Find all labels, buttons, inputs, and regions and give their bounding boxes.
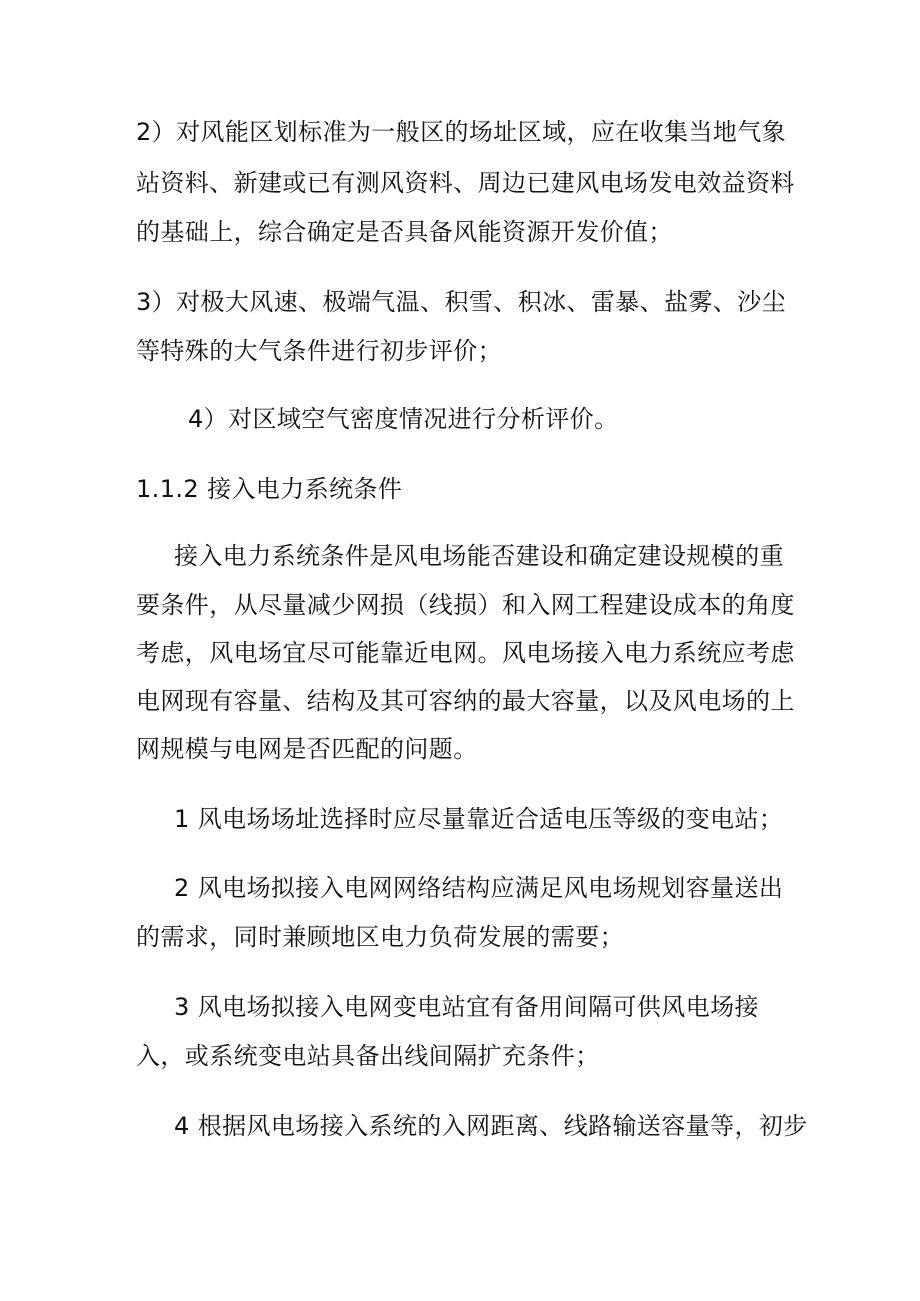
paragraph-line: 考虑，风电场宜尽可能靠近电网。风电场接入电力系统应考虑 (136, 639, 795, 667)
paragraph-line: 入，或系统变电站具备出线间隔扩充条件； (136, 1042, 600, 1070)
paragraph-line: 3）对极大风速、极端气温、积雪、积冰、雷暴、盐雾、沙尘 (136, 288, 787, 316)
paragraph-line: 接入电力系统条件是风电场能否建设和确定建设规模的重 (174, 542, 784, 570)
paragraph-line: 的基础上，综合确定是否具备风能资源开发价值； (136, 218, 673, 246)
section-heading: 1.1.2 接入电力系统条件 (136, 475, 403, 503)
paragraph-line: 要条件，从尽量减少网损（线损）和入网工程建设成本的角度 (136, 591, 795, 619)
paragraph-line: 4）对区域空气密度情况进行分析评价。 (188, 405, 619, 433)
paragraph-line: 等特殊的大气条件进行初步评价； (136, 337, 502, 365)
list-item: 3 风电场拟接入电网变电站宜有备用间隔可供风电场接 (174, 993, 759, 1021)
paragraph-line: 网规模与电网是否匹配的问题。 (136, 735, 478, 763)
list-item: 1 风电场场址选择时应尽量靠近合适电压等级的变电站； (174, 805, 784, 833)
list-item: 2 风电场拟接入电网网络结构应满足风电场规划容量送出 (174, 874, 784, 902)
list-item: 4 根据风电场接入系统的入网距离、线路输送容量等，初步 (174, 1112, 808, 1140)
paragraph-line: 站资料、新建或已有测风资料、周边已建风电场发电效益资料 (136, 169, 795, 197)
paragraph-line: 的需求，同时兼顾地区电力负荷发展的需要； (136, 923, 624, 951)
paragraph-line: 2）对风能区划标准为一般区的场址区域，应在收集当地气象 (136, 118, 787, 146)
paragraph-line: 电网现有容量、结构及其可容纳的最大容量，以及风电场的上 (136, 687, 795, 715)
